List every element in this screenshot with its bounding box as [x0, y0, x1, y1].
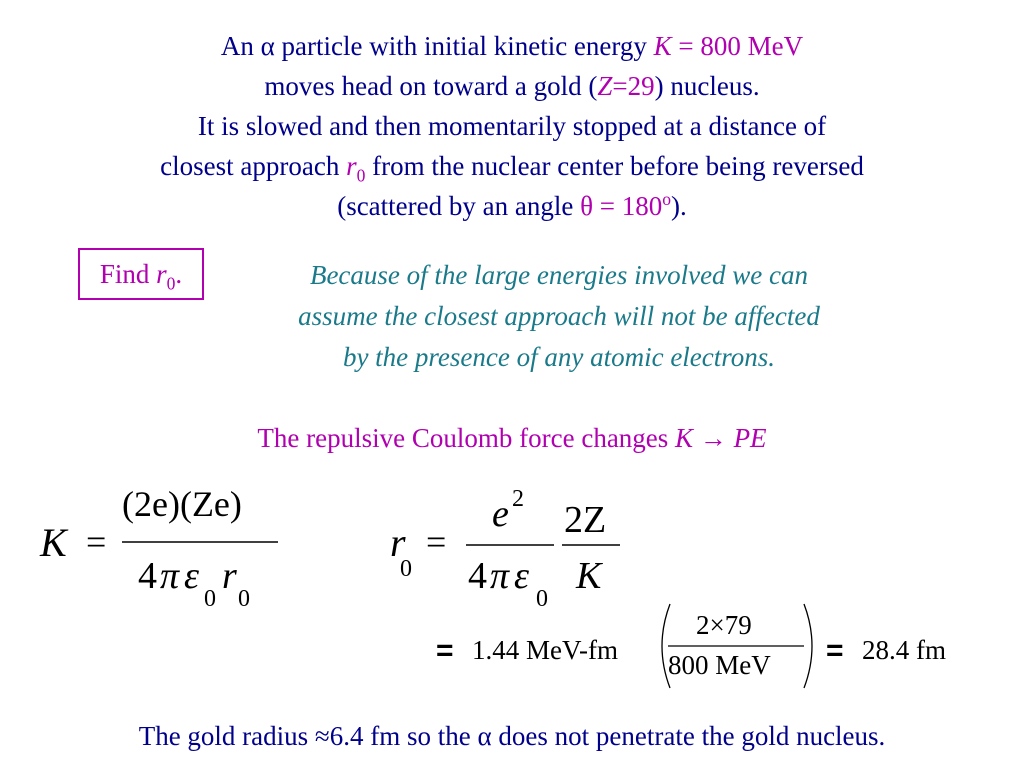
assumption-note: [214, 255, 904, 378]
eq2-lhs: r: [390, 520, 406, 565]
eq3-frac-num: 2×79: [696, 610, 752, 640]
kinetic-energy-equation: [38, 478, 288, 618]
eq2-lhs-sub: 0: [400, 556, 412, 582]
eq3-frac-den: 800 MeV: [668, 650, 771, 680]
eq3-equals-a: =: [436, 634, 454, 667]
title-line-2: moves head on toward a gold (Z=29) nucleus.: [264, 71, 760, 101]
eq2-den2: K: [576, 555, 602, 597]
note-line-1: Because of the large energies involved we can: [309, 260, 809, 290]
title-line-5: (scattered by an angle $\theta = 180^o$).: [337, 189, 687, 221]
alpha-symbol-conclusion: α: [477, 721, 492, 751]
eq2-num1: e: [492, 493, 509, 535]
eq2-den1-epsilon: ε: [514, 555, 529, 597]
eq2-den1-epsilon-sub: 0: [536, 586, 548, 612]
title-line-1: An α particle with initial kinetic energy K = 800 MeV: [220, 31, 804, 61]
eq1-den-epsilon-sub: 0: [204, 586, 216, 612]
eq1-lhs: K: [40, 520, 67, 565]
eq2-equals: =: [426, 522, 447, 562]
eq1-numerator: (2e)(Ze): [122, 484, 242, 524]
note-line-3: by the presence of any atomic electrons.: [342, 342, 776, 372]
eq1-den-4: 4: [138, 555, 157, 597]
eq2-num1-sup: 2: [512, 486, 524, 512]
note-line-2: assume the closest approach will not be affected: [298, 301, 820, 331]
title-line-4: closest approach $r_0$ from the nuclear center before being reversed: [160, 151, 864, 186]
eq1-den-pi: π: [160, 555, 180, 597]
eq3-coefficient: 1.44 MeV-fm: [472, 635, 618, 665]
eq1-den-r: r: [222, 555, 237, 597]
closest-approach-equation: [388, 478, 638, 618]
coulomb-statement: The repulsive Coulomb force changes K → PE: [257, 423, 767, 453]
alpha-symbol: α: [260, 31, 275, 61]
eq3-result: 28.4 fm: [862, 635, 946, 665]
problem-statement: [0, 26, 1024, 226]
eq2-num2: 2Z: [564, 499, 607, 541]
eq2-den1-4: 4: [468, 555, 487, 597]
eq1-den-epsilon: ε: [184, 555, 199, 597]
eq2-den1-pi: π: [490, 555, 510, 597]
numeric-evaluation: [424, 600, 984, 692]
conclusion: The gold radius ≈6.4 fm so the α does not penetrate the gold nucleus.: [138, 721, 886, 751]
eq1-equals: =: [86, 522, 107, 562]
find-r0-box: Find $r_0$.: [78, 248, 204, 300]
eq3-equals-b: =: [826, 634, 844, 667]
title-line-3: It is slowed and then momentarily stopped at a distance of: [197, 111, 827, 141]
eq1-den-r-sub: 0: [238, 586, 250, 612]
eq3-right-paren: [804, 604, 812, 688]
